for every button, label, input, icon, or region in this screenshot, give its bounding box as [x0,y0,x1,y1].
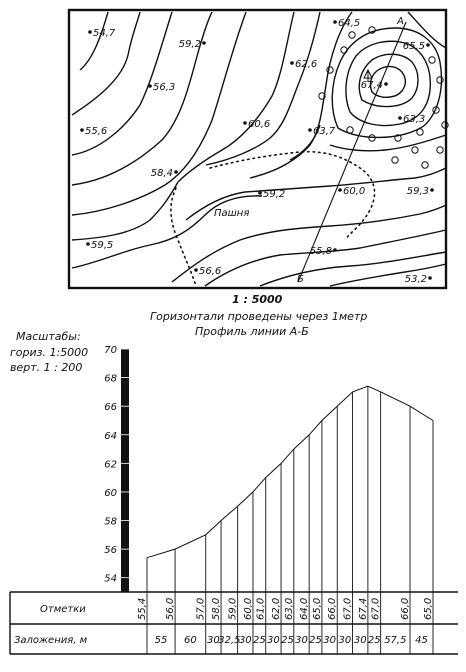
mark-cell: 62,0 [271,597,283,620]
distance-cell: 30 [238,635,252,646]
scale-caption: 1 : 5000 [232,293,283,306]
mark-cell: 55,4 [137,597,148,620]
elevation-label: 63,7 [313,126,336,137]
elevation-dot [384,82,388,86]
orchard-circle [349,32,355,38]
contour-line [72,196,262,268]
elevation-dot [80,128,84,132]
y-tick-label: 54 [104,573,117,585]
elevation-dot [86,242,90,246]
elevation-points [80,18,434,285]
elevation-label: 53,2 [404,274,427,285]
elevation-dot [338,188,342,192]
distance-cell: 30 [295,635,308,646]
elevation-dot [308,128,312,132]
elevation-dot [333,20,337,24]
elevation-dot [202,41,206,45]
distance-cell: 60 [184,635,197,646]
elevation-label: 60,0 [343,186,366,197]
scales-vertical: верт. 1 : 200 [10,361,83,374]
distance-cell: 25 [252,635,266,646]
mark-cell: 67,0 [370,597,382,620]
y-tick-label: 70 [104,345,117,356]
distances-row-label: Заложения, м [14,635,88,646]
elevation-dot [194,268,198,272]
y-tick-label: 56 [104,545,117,557]
elevation-label: 59,2 [263,189,286,200]
orchard-circle [327,67,333,73]
distance-cell: 25 [367,635,381,646]
elevation-label: 59,3 [406,186,429,197]
contour-map [69,10,448,288]
distance-cell: 25 [309,635,322,646]
distance-cell: 25 [281,635,294,646]
elevation-dot [398,116,402,120]
elevation-label: 54,7 [93,28,116,39]
marks-row-label: Отметки [40,604,86,615]
elevation-label: 60,6 [248,119,271,130]
y-tick-label: 68 [104,373,117,385]
mark-cell: 67,0 [342,597,354,620]
orchard-circle [437,77,443,83]
elevation-label: 63,3 [403,114,426,125]
scales-title: Масштабы: [16,330,81,343]
elevation-label: 67,4 [360,80,383,91]
orchard-circle [422,162,428,168]
elevation-dot [88,30,92,34]
mark-cell: 56,0 [165,597,177,620]
y-tick-label: 64 [104,430,117,442]
mark-cell: 64,0 [299,597,311,620]
distance-cell: 30 [207,635,220,646]
mark-cell: 66,0 [327,597,339,620]
elevation-dot [290,61,294,65]
orchard-circle [417,129,423,135]
marks-cells [137,598,434,620]
point-a-label: А [397,16,404,27]
elevation-dot [174,170,178,174]
contour-lines [72,12,446,286]
contour-line [72,182,178,240]
orchard-circle [341,47,347,53]
contour-line [330,264,446,286]
orchard-circle [392,157,398,163]
point-b-label: Б [297,274,304,285]
elevation-dot [430,188,434,192]
mark-cell: 60,0 [243,597,254,620]
mark-cell: 65,0 [311,597,323,620]
scales-horizontal: гориз. 1:5000 [10,346,89,359]
vertical-scale-bar [121,349,129,592]
y-tick-label: 58 [104,516,117,528]
elevation-label: 56,6 [199,266,222,277]
orchard-circle [347,127,353,133]
mark-cell: 67,4 [357,597,369,620]
mark-cell: 66,0 [400,597,411,620]
elevation-label: 65,5 [402,41,425,52]
distance-cell: 45 [415,635,428,646]
y-tick-label: 62 [104,459,117,471]
distance-cell: 30 [353,635,367,646]
orchard-circle [429,57,435,63]
orchard-circle [412,147,418,153]
field-label: Пашня [214,208,250,219]
mark-cell: 57,0 [195,597,207,620]
elevation-dot [333,248,337,252]
data-table [10,592,458,654]
elevation-dot [428,276,432,280]
elevation-dot [243,121,247,125]
y-tick-label: 66 [104,402,117,414]
distances-cells [155,635,428,646]
elevation-label: 55,6 [85,126,108,137]
profile-curve [147,386,433,558]
elevation-label: 64,5 [338,18,361,29]
elevation-label: 58,4 [150,168,173,179]
distance-cell: 57,5 [384,635,407,646]
mark-cell: 59,0 [227,597,239,620]
contour-note: Горизонтали проведены через 1метр [150,310,368,323]
elevation-dot [258,191,262,195]
elevation-dot [426,43,430,47]
orchard-circle [437,147,443,153]
elevation-label: 59,2 [178,39,201,50]
profile-title: Профиль линии А-Б [195,325,309,338]
elevation-label: 56,3 [153,82,176,93]
distance-cell: 30 [267,635,280,646]
distance-cell: 32,5 [218,635,241,646]
elevation-label: 55,8 [309,246,332,257]
contour-line [80,12,108,70]
distance-cell: 55 [154,635,168,646]
elevation-dot [148,84,152,88]
distance-cell: 30 [338,635,352,646]
mark-cell: 58,0 [211,597,223,620]
distance-cell: 30 [323,635,336,646]
mark-cell: 65,0 [423,597,434,620]
elevation-label: 62,6 [295,59,318,70]
y-tick-label: 60 [104,487,117,499]
contour-line [206,12,320,165]
mark-cell: 61,0 [255,597,267,620]
elevation-label: 59,5 [91,240,114,251]
mark-cell: 63,0 [283,597,295,620]
